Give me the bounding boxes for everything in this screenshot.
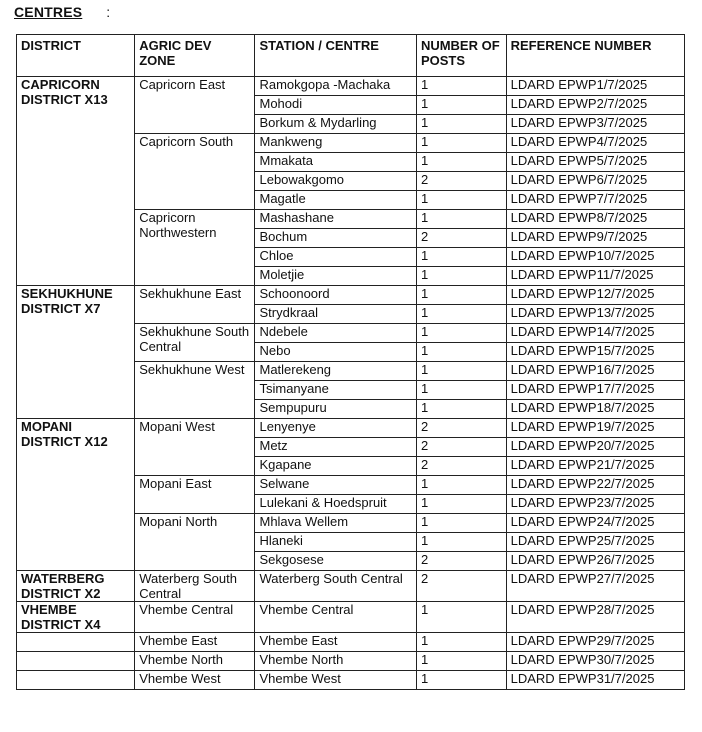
posts-cell: 2	[416, 552, 506, 571]
posts-cell: 1	[416, 96, 506, 115]
table-header-row	[17, 35, 685, 77]
section-title: CENTRES	[14, 4, 83, 20]
reference-cell: LDARD EPWP30/7/2025	[506, 652, 684, 671]
station-cell: Ramokgopa -Machaka	[255, 77, 416, 96]
header-station-centre: STATION / CENTRE	[255, 35, 416, 77]
posts-cell: 2	[416, 571, 506, 602]
section-heading	[14, 4, 110, 20]
posts-cell: 1	[416, 210, 506, 229]
posts-cell: 2	[416, 229, 506, 248]
posts-cell: 1	[416, 495, 506, 514]
reference-cell: LDARD EPWP6/7/2025	[506, 172, 684, 191]
district-cell: SEKHUKHUNE DISTRICT X7	[17, 286, 135, 419]
station-cell: Kgapane	[255, 457, 416, 476]
station-cell: Lebowakgomo	[255, 172, 416, 191]
zone-cell: Vhembe West	[135, 671, 255, 690]
header-reference-number: REFERENCE NUMBER	[506, 35, 684, 77]
posts-cell: 1	[416, 381, 506, 400]
reference-cell: LDARD EPWP12/7/2025	[506, 286, 684, 305]
station-cell: Sekgosese	[255, 552, 416, 571]
reference-cell: LDARD EPWP4/7/2025	[506, 134, 684, 153]
zone-cell: Sekhukhune East	[135, 286, 255, 324]
station-cell: Mankweng	[255, 134, 416, 153]
reference-cell: LDARD EPWP26/7/2025	[506, 552, 684, 571]
station-cell: Chloe	[255, 248, 416, 267]
posts-cell: 1	[416, 305, 506, 324]
reference-cell: LDARD EPWP8/7/2025	[506, 210, 684, 229]
zone-cell: Capricorn South	[135, 134, 255, 210]
zone-cell: Waterberg South Central	[135, 571, 255, 602]
station-cell: Mmakata	[255, 153, 416, 172]
district-cell	[17, 652, 135, 671]
centres-table	[16, 34, 685, 690]
reference-cell: LDARD EPWP15/7/2025	[506, 343, 684, 362]
station-cell: Hlaneki	[255, 533, 416, 552]
station-cell: Vhembe North	[255, 652, 416, 671]
zone-cell: Vhembe North	[135, 652, 255, 671]
station-cell: Metz	[255, 438, 416, 457]
station-cell: Waterberg South Central	[255, 571, 416, 602]
reference-cell: LDARD EPWP7/7/2025	[506, 191, 684, 210]
posts-cell: 1	[416, 191, 506, 210]
station-cell: Matlerekeng	[255, 362, 416, 381]
reference-cell: LDARD EPWP25/7/2025	[506, 533, 684, 552]
reference-cell: LDARD EPWP27/7/2025	[506, 571, 684, 602]
zone-cell: Capricorn East	[135, 77, 255, 134]
reference-cell: LDARD EPWP13/7/2025	[506, 305, 684, 324]
station-cell: Strydkraal	[255, 305, 416, 324]
posts-cell: 1	[416, 267, 506, 286]
station-cell: Moletjie	[255, 267, 416, 286]
station-cell: Tsimanyane	[255, 381, 416, 400]
posts-cell: 1	[416, 602, 506, 633]
station-cell: Sempupuru	[255, 400, 416, 419]
zone-cell: Mopani East	[135, 476, 255, 514]
station-cell: Mashashane	[255, 210, 416, 229]
reference-cell: LDARD EPWP3/7/2025	[506, 115, 684, 134]
zone-cell: Mopani West	[135, 419, 255, 476]
reference-cell: LDARD EPWP24/7/2025	[506, 514, 684, 533]
station-cell: Vhembe West	[255, 671, 416, 690]
reference-cell: LDARD EPWP21/7/2025	[506, 457, 684, 476]
zone-cell: Vhembe Central	[135, 602, 255, 633]
station-cell: Vhembe Central	[255, 602, 416, 633]
station-cell: Magatle	[255, 191, 416, 210]
posts-cell: 2	[416, 172, 506, 191]
table-row	[17, 633, 685, 652]
header-agric-dev-zone: AGRIC DEV ZONE	[135, 35, 255, 77]
posts-cell: 1	[416, 476, 506, 495]
zone-cell: Capricorn Northwestern	[135, 210, 255, 286]
station-cell: Borkum & Mydarling	[255, 115, 416, 134]
table-row	[17, 652, 685, 671]
posts-cell: 1	[416, 343, 506, 362]
reference-cell: LDARD EPWP11/7/2025	[506, 267, 684, 286]
reference-cell: LDARD EPWP31/7/2025	[506, 671, 684, 690]
station-cell: Nebo	[255, 343, 416, 362]
posts-cell: 1	[416, 134, 506, 153]
table-row	[17, 419, 685, 438]
posts-cell: 1	[416, 153, 506, 172]
station-cell: Bochum	[255, 229, 416, 248]
reference-cell: LDARD EPWP5/7/2025	[506, 153, 684, 172]
posts-cell: 1	[416, 400, 506, 419]
posts-cell: 1	[416, 533, 506, 552]
table-body	[17, 77, 685, 690]
table-row	[17, 602, 685, 633]
district-cell: VHEMBE DISTRICT X4	[17, 602, 135, 633]
zone-cell: Mopani North	[135, 514, 255, 571]
district-cell: WATERBERG DISTRICT X2	[17, 571, 135, 602]
reference-cell: LDARD EPWP16/7/2025	[506, 362, 684, 381]
zone-cell: Sekhukhune West	[135, 362, 255, 419]
station-cell: Lenyenye	[255, 419, 416, 438]
posts-cell: 2	[416, 419, 506, 438]
posts-cell: 1	[416, 362, 506, 381]
station-cell: Schoonoord	[255, 286, 416, 305]
reference-cell: LDARD EPWP20/7/2025	[506, 438, 684, 457]
table-row	[17, 286, 685, 305]
posts-cell: 1	[416, 652, 506, 671]
posts-cell: 1	[416, 286, 506, 305]
header-number-of-posts: NUMBER OF POSTS	[416, 35, 506, 77]
table-row	[17, 671, 685, 690]
district-cell	[17, 671, 135, 690]
posts-cell: 1	[416, 633, 506, 652]
reference-cell: LDARD EPWP2/7/2025	[506, 96, 684, 115]
reference-cell: LDARD EPWP17/7/2025	[506, 381, 684, 400]
station-cell: Mhlava Wellem	[255, 514, 416, 533]
district-cell	[17, 633, 135, 652]
section-colon: :	[106, 4, 111, 20]
table-row	[17, 571, 685, 602]
posts-cell: 2	[416, 457, 506, 476]
zone-cell: Vhembe East	[135, 633, 255, 652]
reference-cell: LDARD EPWP1/7/2025	[506, 77, 684, 96]
district-cell: MOPANI DISTRICT X12	[17, 419, 135, 571]
reference-cell: LDARD EPWP18/7/2025	[506, 400, 684, 419]
station-cell: Lulekani & Hoedspruit	[255, 495, 416, 514]
reference-cell: LDARD EPWP9/7/2025	[506, 229, 684, 248]
reference-cell: LDARD EPWP29/7/2025	[506, 633, 684, 652]
reference-cell: LDARD EPWP10/7/2025	[506, 248, 684, 267]
district-cell: CAPRICORN DISTRICT X13	[17, 77, 135, 286]
station-cell: Vhembe East	[255, 633, 416, 652]
reference-cell: LDARD EPWP23/7/2025	[506, 495, 684, 514]
header-district: DISTRICT	[17, 35, 135, 77]
posts-cell: 1	[416, 248, 506, 267]
zone-cell: Sekhukhune South Central	[135, 324, 255, 362]
reference-cell: LDARD EPWP22/7/2025	[506, 476, 684, 495]
table-row	[17, 77, 685, 96]
station-cell: Ndebele	[255, 324, 416, 343]
station-cell: Mohodi	[255, 96, 416, 115]
posts-cell: 2	[416, 438, 506, 457]
reference-cell: LDARD EPWP19/7/2025	[506, 419, 684, 438]
reference-cell: LDARD EPWP28/7/2025	[506, 602, 684, 633]
posts-cell: 1	[416, 671, 506, 690]
posts-cell: 1	[416, 115, 506, 134]
posts-cell: 1	[416, 324, 506, 343]
posts-cell: 1	[416, 77, 506, 96]
reference-cell: LDARD EPWP14/7/2025	[506, 324, 684, 343]
posts-cell: 1	[416, 514, 506, 533]
station-cell: Selwane	[255, 476, 416, 495]
